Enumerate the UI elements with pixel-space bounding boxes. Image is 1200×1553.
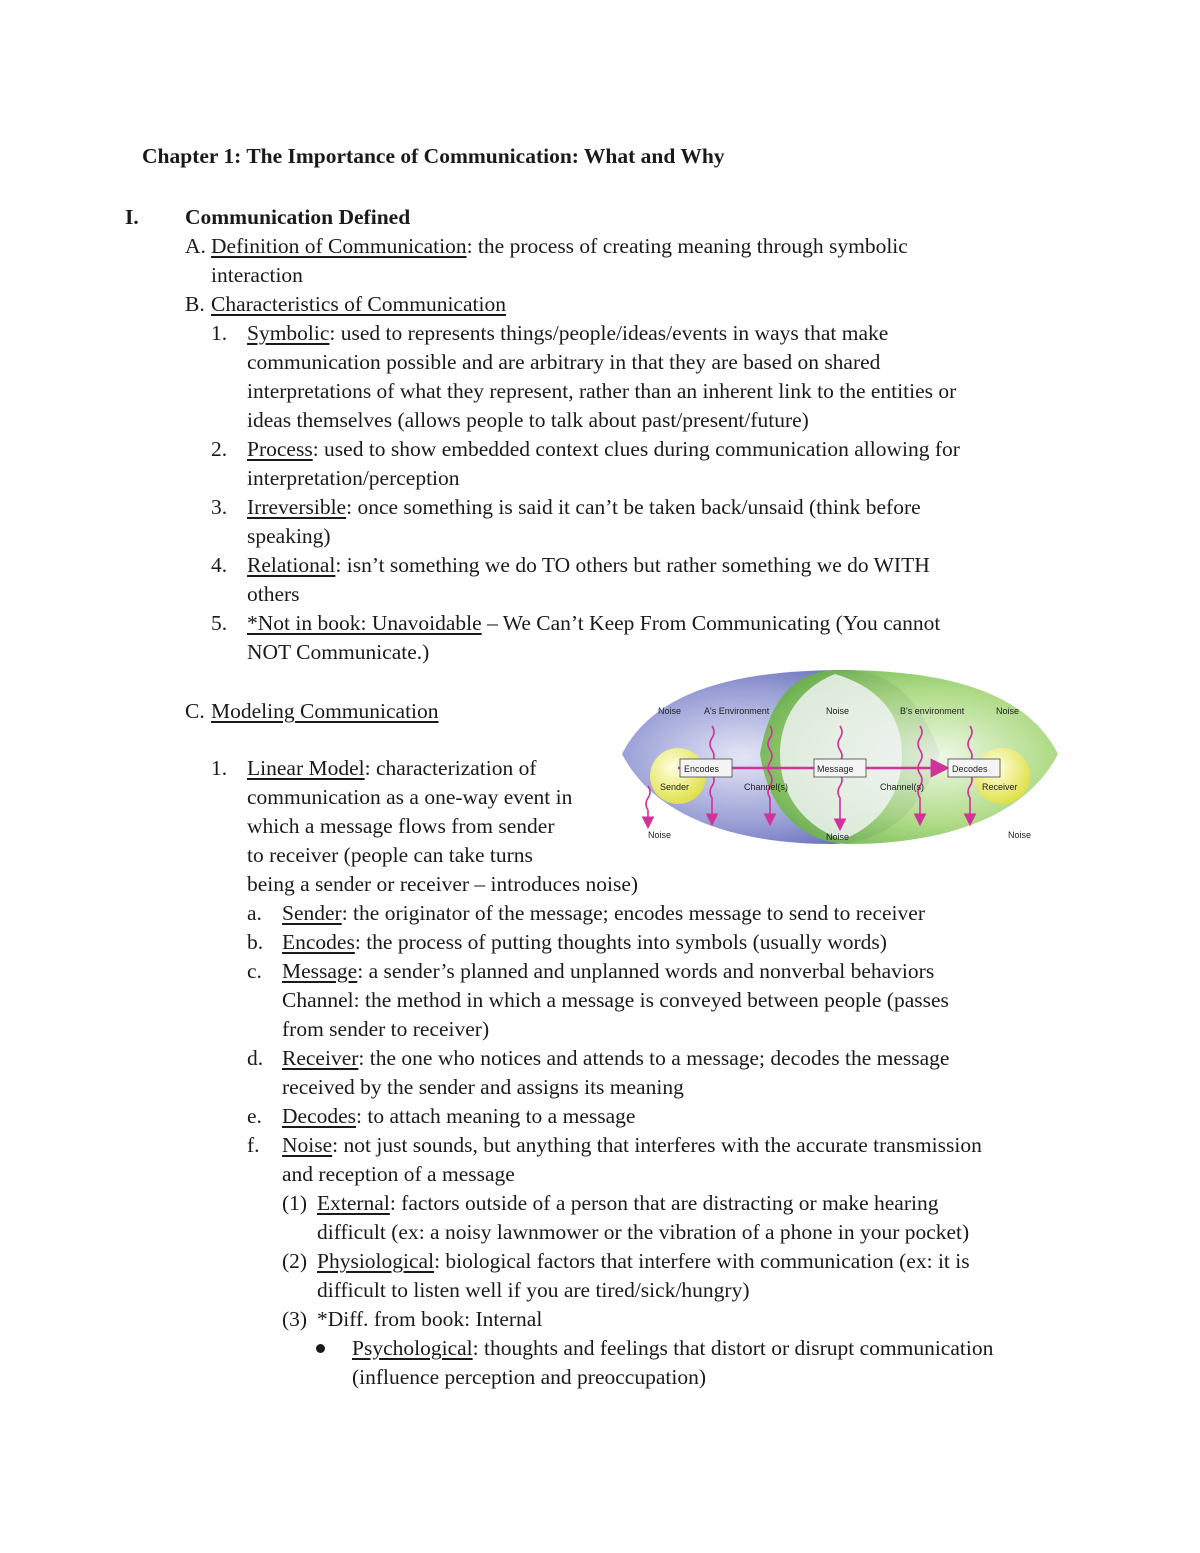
list-number: 4.: [211, 553, 228, 577]
diagram-label: Noise: [1008, 830, 1032, 840]
term: Psychological: [352, 1336, 473, 1360]
item-text: – We Can’t Keep From Communicating (You cannot: [481, 611, 941, 635]
list-item: [282, 928, 887, 957]
definition-text: interaction: [211, 263, 303, 287]
list-number: 2.: [211, 437, 228, 461]
list-letter: e.: [247, 1104, 262, 1128]
diagram-label: Receiver: [982, 782, 1018, 792]
item-letter: A.: [185, 234, 206, 258]
item-text: interpretations of what they represent, rather than an inherent link to the entities or: [247, 379, 957, 403]
item-text: communication as a one-way event in: [247, 785, 573, 809]
item-letter: C.: [185, 699, 205, 723]
item-text: : isn’t something we do TO others but rather something we do WITH: [335, 553, 930, 577]
list-item: [247, 609, 940, 638]
item-text: being a sender or receiver – introduces noise): [247, 872, 639, 896]
list-number: 1.: [211, 321, 228, 345]
noise-arrow: [646, 786, 650, 826]
diagram-label: Noise: [826, 706, 850, 716]
section-number: I.: [125, 205, 139, 229]
diagram-label: Decodes: [952, 764, 988, 774]
list-item: [247, 754, 537, 783]
list-item: [282, 957, 934, 986]
list-item: [247, 319, 888, 348]
definition-text: : the process of creating meaning through symbolic: [466, 234, 908, 258]
item-text: : once something is said it can’t be taken back/unsaid (think before: [346, 495, 921, 519]
item-text: interpretation/perception: [247, 466, 460, 490]
item-text: : factors outside of a person that are distracting or make hearing: [389, 1191, 939, 1215]
diagram-label: Message: [817, 764, 854, 774]
item-text: speaking): [247, 524, 331, 548]
section-term: Modeling Communication: [211, 699, 439, 723]
term: Process: [247, 437, 313, 461]
list-item: [282, 899, 925, 928]
item-text: : the originator of the message; encodes message to send to receiver: [341, 901, 925, 925]
list-item: [317, 1189, 938, 1218]
list-number: (2): [282, 1249, 308, 1273]
list-letter: f.: [247, 1133, 260, 1157]
item-text: difficult to listen well if you are tired/sick/hungry): [317, 1278, 750, 1302]
item-text: from sender to receiver): [282, 1017, 490, 1041]
item-text: others: [247, 582, 300, 606]
list-number: 1.: [211, 756, 228, 780]
diagram-label: Encodes: [684, 764, 720, 774]
term: Message: [282, 959, 358, 983]
term: *Not in book: Unavoidable: [247, 611, 482, 635]
diagram-label: B's environment: [900, 706, 965, 716]
term: Encodes: [282, 930, 355, 954]
item-text: : to attach meaning to a message: [356, 1104, 636, 1128]
item-text: : a sender’s planned and unplanned words and nonverbal behaviors: [357, 959, 935, 983]
list-letter: a.: [247, 901, 262, 925]
item-text: : thoughts and feelings that distort or disrupt communication: [472, 1336, 994, 1360]
term: Receiver: [282, 1046, 359, 1070]
item-text: and reception of a message: [282, 1162, 515, 1186]
list-item: [247, 435, 960, 464]
term: Linear Model: [247, 756, 365, 780]
diagram-label: A's Environment: [704, 706, 770, 716]
page-title: Chapter 1: The Importance of Communication: What and Why: [142, 144, 725, 168]
item-text: : biological factors that interfere with communication (ex: it is: [434, 1249, 970, 1273]
item-text: which a message flows from sender: [247, 814, 555, 838]
item-text: NOT Communicate.): [247, 640, 430, 664]
list-item: [247, 493, 921, 522]
term: Physiological: [317, 1249, 435, 1273]
diagram-label: Sender: [660, 782, 690, 792]
diagram-label: Noise: [996, 706, 1020, 716]
list-item: [352, 1334, 993, 1363]
term: Noise: [282, 1133, 333, 1157]
item-text: *Diff. from book: Internal: [317, 1307, 543, 1331]
item-text: difficult (ex: a noisy lawnmower or the vibration of a phone in your pocket): [317, 1220, 970, 1244]
diagram-label: Noise: [658, 706, 682, 716]
diagram-label: Noise: [826, 832, 850, 842]
term: Sender: [282, 901, 342, 925]
term: Decodes: [282, 1104, 357, 1128]
section-term: Characteristics of Communication: [211, 292, 506, 316]
diagram-label: Channel(s): [880, 782, 925, 792]
definition-line: [211, 232, 908, 261]
diagram-label: Channel(s): [744, 782, 789, 792]
term: Symbolic: [247, 321, 330, 345]
list-item: [247, 551, 930, 580]
term: External: [317, 1191, 390, 1215]
item-text: communication possible and are arbitrary in that they are based on shared: [247, 350, 881, 374]
item-text: : not just sounds, but anything that interferes with the accurate transmission: [332, 1133, 982, 1157]
list-number: (3): [282, 1307, 308, 1331]
term: Relational: [247, 553, 336, 577]
item-text: to receiver (people can take turns: [247, 843, 533, 867]
list-item: [282, 1102, 635, 1131]
list-number: 3.: [211, 495, 228, 519]
item-text: (influence perception and preoccupation): [352, 1365, 706, 1389]
item-text: : the one who notices and attends to a message; decodes the message: [358, 1046, 950, 1070]
list-letter: d.: [247, 1046, 264, 1070]
linear-model-diagram: [620, 668, 1060, 848]
item-text: : characterization of: [364, 756, 537, 780]
item-text: ideas themselves (allows people to talk about past/present/future): [247, 408, 809, 432]
bullet-icon: [316, 1344, 325, 1353]
term: Irreversible: [247, 495, 347, 519]
item-text: : the process of putting thoughts into symbols (usually words): [354, 930, 887, 954]
item-text: received by the sender and assigns its meaning: [282, 1075, 684, 1099]
list-item: [282, 1044, 949, 1073]
term: Definition of Communication: [211, 234, 467, 258]
section-heading: Communication Defined: [185, 205, 411, 229]
item-text: Channel: the method in which a message is conveyed between people (passes: [282, 988, 949, 1012]
diagram-label: Noise: [648, 830, 672, 840]
list-letter: b.: [247, 930, 264, 954]
list-item: [282, 1131, 982, 1160]
list-letter: c.: [247, 959, 262, 983]
item-text: : used to show embedded context clues during communication allowing for: [312, 437, 960, 461]
item-text: : used to represents things/people/ideas/events in ways that make: [329, 321, 889, 345]
list-number: (1): [282, 1191, 308, 1215]
list-item: [317, 1247, 970, 1276]
item-letter: B.: [185, 292, 205, 316]
list-number: 5.: [211, 611, 228, 635]
